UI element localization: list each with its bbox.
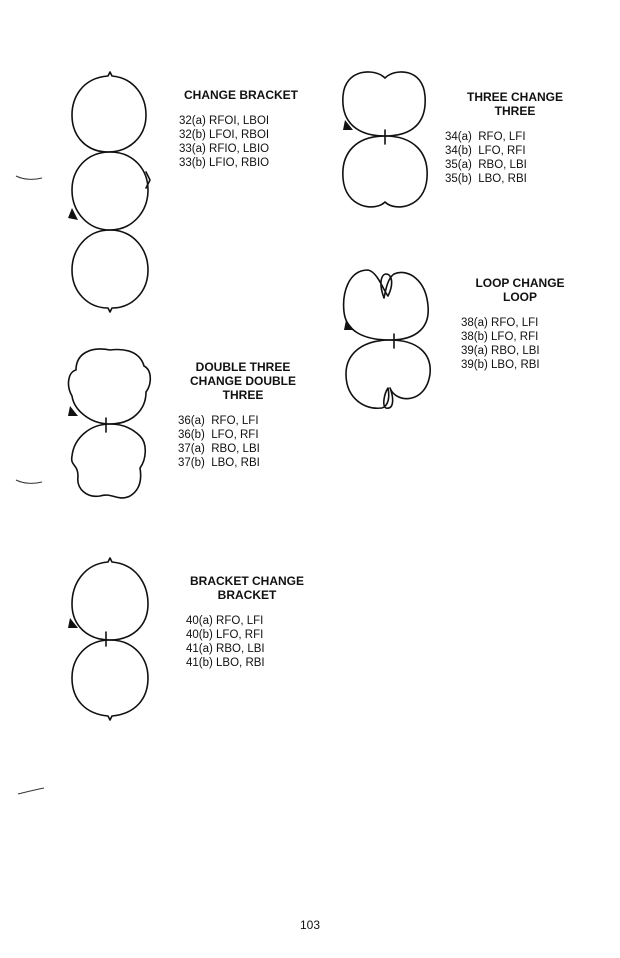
step-line: 36(b) LFO, RFI: [178, 429, 259, 441]
lower-lobe: [72, 640, 148, 720]
step-line: 32(a) RFOI, LBOI: [179, 115, 270, 127]
step-line: 38(b) LFO, RFI: [461, 331, 539, 343]
middle-circle: [72, 152, 148, 230]
change-bracket-block: [175, 88, 307, 170]
double-three-title: DOUBLE THREE CHANGE DOUBLE THREE: [189, 360, 296, 402]
change-bracket-steps: [179, 114, 307, 170]
lower-circle: [72, 230, 148, 312]
change-bracket-title: CHANGE BRACKET: [184, 88, 298, 102]
three-change-three-title: THREE CHANGE THREE: [466, 90, 563, 118]
bracket-change-bracket-steps: [186, 614, 314, 670]
margin-mark: [16, 786, 46, 798]
step-line: 39(b) LBO, RBI: [461, 359, 540, 371]
step-line: 40(b) LFO, RFI: [186, 629, 264, 641]
upper-lobe: [72, 558, 148, 640]
upper-lobe: [343, 72, 425, 136]
step-line: 41(a) RBO, LBI: [186, 643, 265, 655]
upper-lobe: [69, 349, 151, 424]
step-line: 37(b) LBO, RBI: [178, 457, 260, 469]
three-change-three-block: [445, 90, 585, 186]
upper-lobe-with-loop: [344, 270, 429, 340]
bracket-change-bracket-title: BRACKET CHANGE BRACKET: [190, 574, 304, 602]
bracket-change-bracket-diagram: [60, 548, 170, 728]
change-bracket-diagram: [60, 60, 170, 320]
three-change-three-steps: [445, 130, 585, 186]
lower-lobe-with-loop: [346, 340, 430, 408]
step-line: 39(a) RBO, LBI: [461, 345, 540, 357]
loop-change-loop-steps: [461, 316, 585, 372]
double-three-change-double-three-diagram: [60, 340, 170, 510]
loop-change-loop-block: [455, 276, 585, 372]
loop-change-loop-title: LOOP CHANGE LOOP: [475, 276, 565, 304]
step-line: 35(b) LBO, RBI: [445, 173, 527, 185]
page-number: 103: [299, 918, 321, 932]
step-line: 33(b) LFIO, RBIO: [179, 157, 270, 169]
lower-lobe: [343, 136, 427, 207]
direction-arrow-icon: [344, 320, 354, 330]
three-change-three-diagram: [335, 60, 445, 220]
step-line: 32(b) LFOI, RBOI: [179, 129, 270, 141]
margin-mark: [14, 476, 44, 488]
bracket-change-bracket-block: [180, 574, 314, 670]
step-line: 35(a) RBO, LBI: [445, 159, 527, 171]
step-line: 37(a) RBO, LBI: [178, 443, 260, 455]
step-line: 34(b) LFO, RFI: [445, 145, 526, 157]
lower-lobe: [72, 424, 146, 498]
step-line: 40(a) RFO, LFI: [186, 615, 264, 627]
double-three-block: [178, 360, 308, 470]
step-line: 33(a) RFIO, LBIO: [179, 143, 270, 155]
loop-change-loop-diagram: [338, 262, 448, 422]
upper-circle: [72, 72, 146, 152]
step-line: 41(b) LBO, RBI: [186, 657, 265, 669]
step-line: 34(a) RFO, LFI: [445, 131, 526, 143]
step-line: 38(a) RFO, LFI: [461, 317, 539, 329]
margin-mark: [14, 172, 44, 184]
step-line: 36(a) RFO, LFI: [178, 415, 259, 427]
double-three-steps: [178, 414, 308, 470]
